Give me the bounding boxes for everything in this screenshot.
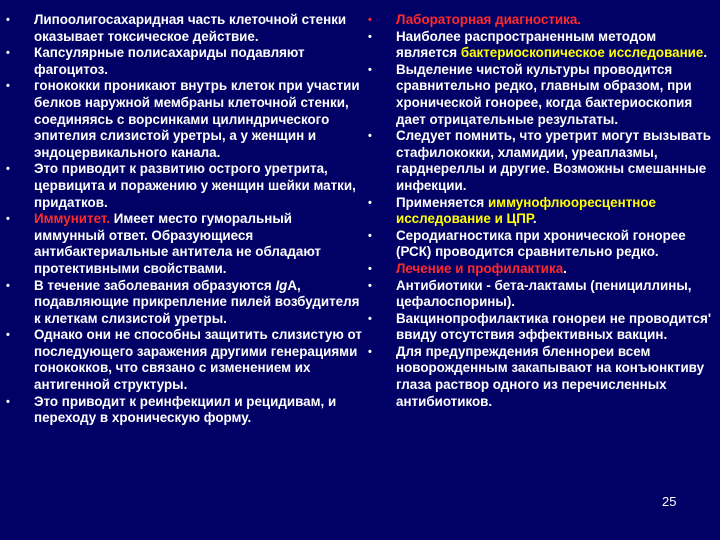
- text-segment: Это приводит к развитию острого уретрита, цервицита и поражению у женщин шейки матки, придатков.: [34, 161, 356, 210]
- right-bullet-item: [368, 29, 714, 62]
- text-segment: Применяется: [396, 194, 488, 210]
- bullet-text: [34, 278, 359, 326]
- bullet-icon: •: [6, 47, 10, 60]
- bullet-icon: •: [368, 345, 372, 358]
- text-segment: .: [532, 211, 537, 227]
- bullet-text: [34, 45, 305, 77]
- left-bullet-item: [6, 161, 364, 211]
- bullet-text: [34, 78, 360, 159]
- bullet-text: [396, 278, 692, 310]
- text-segment: Наиболее распространенным методом является: [396, 28, 657, 61]
- bullet-icon: •: [6, 279, 10, 292]
- text-segment: Лабораторная диагностика.: [396, 12, 582, 27]
- left-bullet-item: [6, 12, 364, 45]
- text-segment: A, подавляющие прикрепление пилей возбудителя к клеткам слизистой уретры.: [34, 277, 360, 326]
- text-segment: Ig: [275, 277, 288, 293]
- bullet-icon: •: [368, 130, 372, 143]
- bullet-icon: •: [6, 14, 10, 26]
- bullet-icon: •: [368, 279, 372, 292]
- bullet-text: [396, 195, 656, 227]
- text-segment: Серодиагностика при хронической гонорее (РСК) проводится сравнительно редко.: [396, 227, 686, 260]
- bullet-icon: •: [368, 229, 372, 242]
- right-bullet-item: [368, 195, 714, 228]
- bullet-text: [396, 344, 704, 409]
- text-segment: гонококки проникают внутрь клеток при участии белков наружной мембраны клеточной стенки, соединяясь с ворсинками цилиндрического эпителия слизистой уретры, а у женщин и эндоцервикального канала.: [34, 78, 360, 160]
- bullet-icon: •: [6, 395, 10, 408]
- bullet-text: [396, 311, 711, 343]
- bullet-text: [34, 211, 321, 276]
- text-segment: .: [563, 260, 567, 276]
- left-bullet-item: [6, 45, 364, 78]
- bullet-icon: •: [6, 163, 10, 176]
- text-segment: Антибиотики - бета-лактамы (пенициллины, цефалоспорины).: [396, 277, 692, 310]
- right-bullet-item: [368, 278, 714, 311]
- right-bullet-item: [368, 261, 714, 278]
- text-segment: иммунофлюоресцентное исследование и ЦПР: [396, 194, 656, 227]
- right-bullet-item: [368, 228, 714, 261]
- bullet-text: [34, 327, 362, 392]
- text-segment: В течение заболевания образуются: [34, 277, 276, 293]
- bullet-icon: •: [6, 329, 10, 342]
- left-bullet-item: [6, 78, 364, 161]
- text-segment: Имеет место гуморальный иммунный ответ. Образующиеся антибактериальные антитела не обладают протективными свойствами.: [34, 211, 321, 276]
- bullet-text: [396, 128, 711, 193]
- bullet-text: [34, 161, 356, 209]
- bullet-text: [396, 261, 567, 276]
- right-bullet-item: [368, 344, 714, 410]
- text-segment: Для предупреждения бленнореи всем новорожденным закапывают на конъюнктиву глаза раствор одного из перечисленных антибиотиков.: [396, 343, 705, 409]
- right-bullet-item: [368, 311, 714, 344]
- bullet-icon: •: [368, 262, 372, 275]
- text-segment: Это приводит к реинфекциил и рецидивам, и переходу в хроническую форму.: [34, 393, 337, 426]
- bullet-icon: •: [368, 14, 372, 26]
- right-column: [368, 12, 714, 410]
- bullet-icon: •: [368, 196, 372, 209]
- right-bullet-item: [368, 12, 714, 29]
- text-segment: Вакцинопрофилактика гонореи не проводится' ввиду отсутствия эффективных вакцин.: [396, 310, 712, 343]
- bullet-text: [34, 394, 336, 426]
- text-segment: Лечение и профилактика: [396, 260, 564, 276]
- text-segment: .: [703, 45, 708, 61]
- bullet-icon: •: [368, 312, 372, 325]
- left-bullet-list: [6, 12, 364, 427]
- text-segment: Следует помнить, что уретрит могут вызывать стафилококки, хламидии, уреаплазмы, гарднереллы и другие. Возможны смешанные инфекции.: [396, 128, 711, 193]
- text-segment: Однако они не способны защитить слизистую от последующего заражения другими генерациями гонококков, что связано с изменением их антигенной структуры.: [34, 327, 362, 393]
- right-bullet-list: [368, 12, 714, 410]
- text-segment: Капсулярные полисахариды подавляют фагоцитоз.: [34, 45, 305, 77]
- bullet-text: [34, 12, 346, 44]
- left-bullet-item: [6, 278, 364, 328]
- bullet-icon: •: [6, 80, 10, 93]
- left-bullet-item: [6, 211, 364, 277]
- page-number: 25: [662, 494, 677, 509]
- bullet-icon: •: [368, 63, 372, 76]
- bullet-icon: •: [368, 30, 372, 43]
- bullet-text: [396, 62, 692, 127]
- bullet-text: [396, 29, 707, 61]
- left-bullet-item: [6, 394, 364, 427]
- text-segment: бактериоскопическое исследование: [460, 45, 704, 61]
- bullet-icon: •: [6, 213, 10, 226]
- right-bullet-item: [368, 62, 714, 128]
- right-bullet-item: [368, 128, 714, 194]
- text-segment: Липоолигосахаридная часть клеточной стенки оказывает токсическое действие.: [34, 12, 347, 44]
- left-bullet-item: [6, 327, 364, 393]
- bullet-text: [396, 228, 686, 260]
- text-segment: Иммунитет.: [34, 211, 110, 227]
- text-segment: Выделение чистой культуры проводится сравнительно редко, главным образом, при хронической гонорее, когда бактериоскопия дает отрицательные результаты.: [396, 61, 693, 127]
- left-column: [6, 12, 364, 427]
- bullet-text: [396, 12, 581, 27]
